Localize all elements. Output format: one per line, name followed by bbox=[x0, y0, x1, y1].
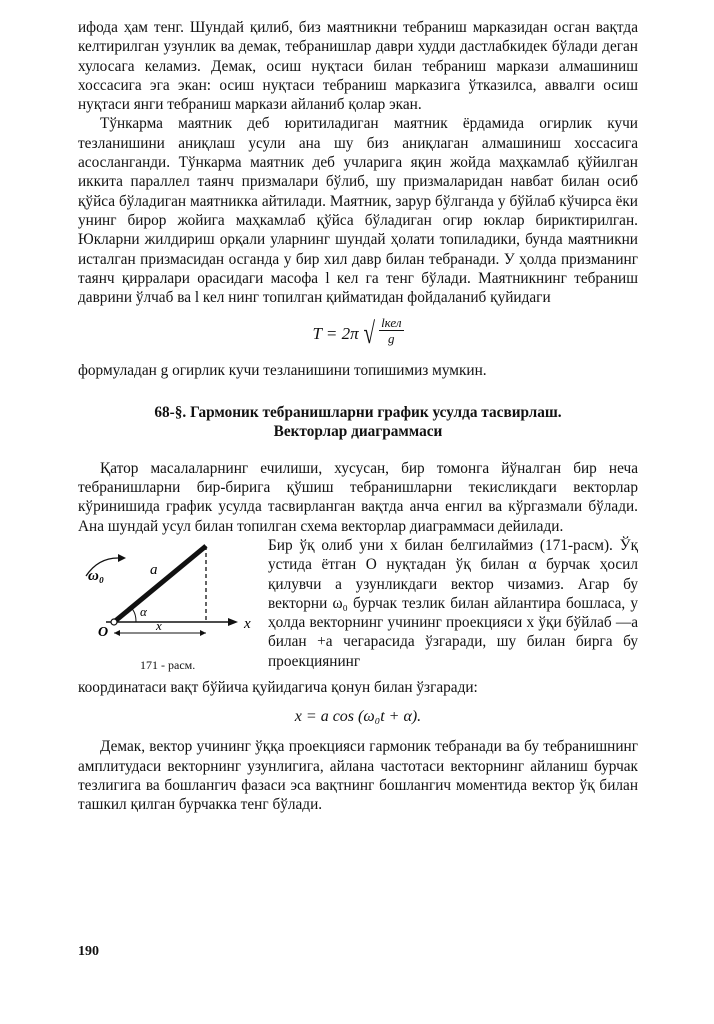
dimension-arrow-right-icon bbox=[200, 630, 206, 636]
figure-caption: 171 - расм. bbox=[140, 657, 196, 672]
paragraph-2: Тўнкарма маятник деб юритиладиган маятник ёрдамида огирлик кучи тезланишини аниқлаш усули ана шу биз аниқлаган алмашиниш хоссасига асосланганди. Тўнкарма маятник деб учларига яқин жойда маҳкамлаб қўйилган иккита параллел таянч призмалари бўлиб, шу призмаларидан навбат билан осиб қўйса бўладиган маятникка айтилади. Маятник, зарур бўлганда у бўйлаб кўчирса ёки унинг бирор жойига маҳкамлаб қўйса бўладиган огир юклар бириктирилган. Юкларни жилдириш орқали уларнинг шундай ҳолати топиладики, бунда маятникни исталган призмасидан осганда у бир хил давр билан тебранади. У ҳолда призманинг таянч қирралари орасидаги масофа l кел га тенг бўлади. Маятникнинг тебраниш даврини ўлчаб ва l кел нинг топилган қийматидан фойдаланиб қуйидаги bbox=[78, 115, 638, 307]
x-axis-arrow-icon bbox=[228, 618, 238, 626]
formula-fraction bbox=[379, 315, 403, 346]
figure-row bbox=[78, 536, 638, 678]
rotation-arrow-icon bbox=[118, 554, 126, 562]
sqrt-icon: √ bbox=[363, 317, 375, 351]
dimension-arrow-left-icon bbox=[114, 630, 120, 636]
paragraph-3: формуладан g огирлик кучи тезланишини топишимиз мумкин. bbox=[78, 362, 487, 380]
paragraph-1: ифода ҳам тенг. Шундай қилиб, биз маятникни тебраниш марказидан осган вақтда келтирилган узунлик ва демак, тебранишлар даври худди дастлабкидек бўлади деган хулосага келамиз. Демак, осиш нуқтаси билан тебраниш маркази алмашиниш хоссасига эга экан: осиш нуқтаси тебраниш марказига ўтказилса, аввалги осиш нуқтаси янги тебраниш маркази айланиб қолар экан. bbox=[78, 19, 638, 114]
vector-diagram bbox=[78, 536, 268, 656]
section-heading-line-2: Векторлар диаграммаси bbox=[273, 422, 443, 440]
page-number: 190 bbox=[78, 944, 99, 959]
axis-x-label: x bbox=[244, 615, 251, 632]
vector-diagram-figure bbox=[78, 536, 268, 678]
pendulum-period-formula bbox=[78, 307, 638, 361]
vector-a-label: a bbox=[150, 561, 158, 578]
section-heading bbox=[78, 403, 638, 441]
paragraph-5: Бир ўқ олиб уни x билан белгилаймиз (171-расм). Ўқ устида ётган O нуқтадан ўқ билан α бурчак ҳосил қилувчи a узунликдаги вектор чизамиз. Агар бу векторни ω₀ бурчак тезлик билан айлантира бошласа, у ҳолда векторнинг учининг проекцияси x ўқи бўйлаб —a билан +a чегарасида ўзгаради, шу билан бирга бу проекциянинг bbox=[268, 536, 638, 670]
paragraph-4: Қатор масалаларнинг ечилиши, хусусан, бир томонга йўналган бир неча тебранишларни бир-бирига қўшиш тебранишларни текисликдаги векторлар кўринишида график усулда тасвирланган вақтда анча енгил ва кўргазмали бўлади. Ана шундай усул билан топилган схема векторлар диаграммаси дейилади. bbox=[78, 459, 638, 535]
vector-a bbox=[114, 546, 206, 622]
projection-formula: x = a cos (ω₀t + α). bbox=[294, 708, 422, 726]
page-content bbox=[78, 18, 638, 814]
origin-label: O bbox=[98, 624, 109, 640]
paragraph-5-tail: координатаси вақт бўйича қуйидагича қонун билан ўзгаради: bbox=[78, 678, 478, 696]
formula-denominator: g bbox=[388, 330, 395, 346]
section-heading-line-1: 68-§. Гармоник тебранишларни график усулда тасвирлаш. bbox=[154, 403, 562, 421]
paragraph-6: Демак, вектор учининг ўққа проекцияси гармоник тебранади ва бу тебранишнинг амплитудаси векторнинг узунлигига, айлана частотаси векторнинг айланиш бурчак тезлигига ва бошлангич фазаси эса вақтнинг бошлангич моментида вектор ўқ билан ташкил қилган бурчакка тенг бўлади. bbox=[78, 738, 638, 814]
angle-alpha-label: α bbox=[140, 603, 147, 619]
projection-x-label: x bbox=[156, 617, 162, 633]
origin-point bbox=[111, 619, 117, 625]
formula-lhs: T = 2π bbox=[312, 324, 359, 344]
omega-label: ω₀ bbox=[88, 567, 105, 584]
formula-numerator: lкел bbox=[381, 314, 402, 330]
